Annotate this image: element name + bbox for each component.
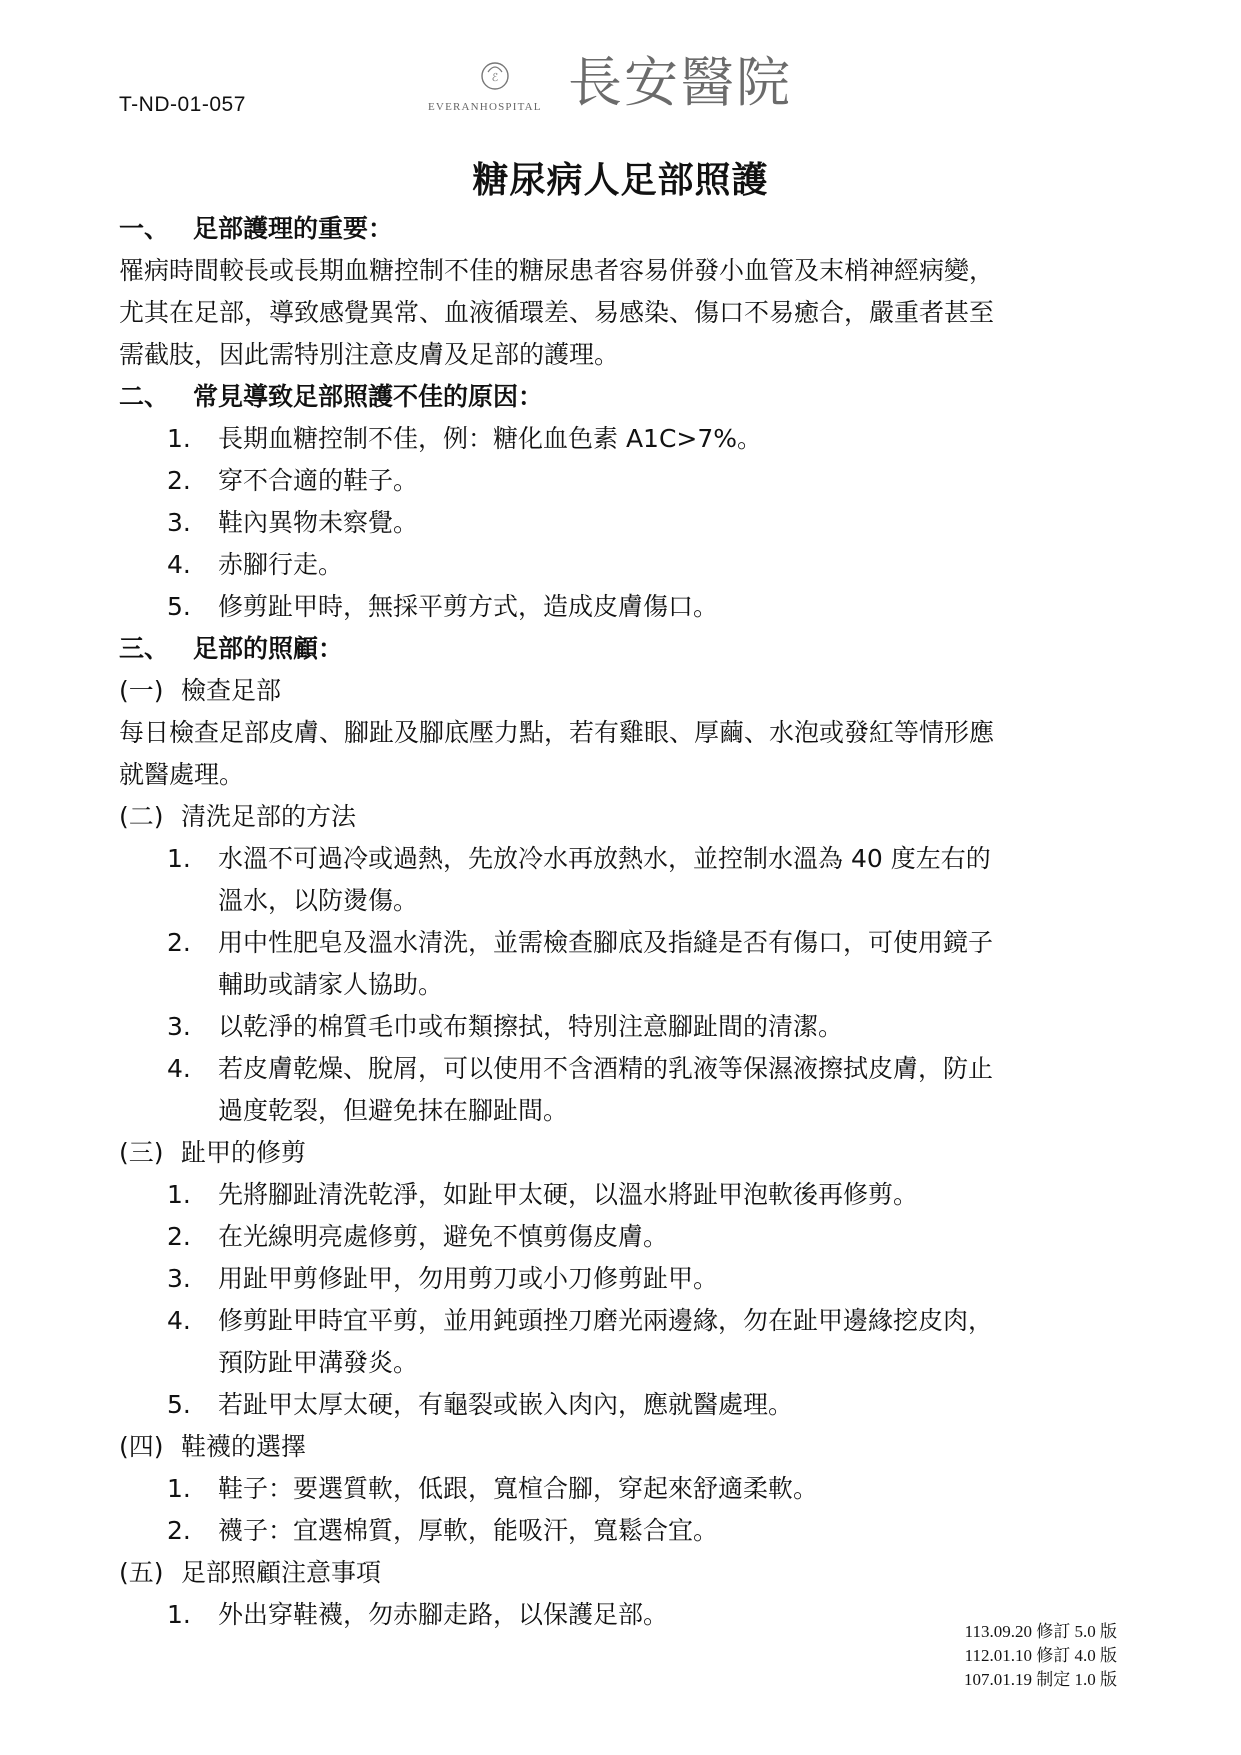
- list-item-number: 1.: [167, 844, 191, 873]
- list-item-number: 1.: [167, 1180, 191, 1209]
- paragraph-line: 就醫處理。: [119, 760, 245, 789]
- revision-line: 107.01.19 制定 1.0 版: [964, 1670, 1117, 1689]
- list-item-number: 2.: [167, 1516, 191, 1545]
- list-item-text: 襪子：宜選棉質，厚軟，能吸汗，寬鬆合宜。: [218, 1516, 719, 1545]
- section-number: 三、: [119, 634, 170, 663]
- list-item: [119, 1006, 1139, 1048]
- list-item-text: 赤腳行走。: [218, 550, 344, 579]
- list-item-text: 若皮膚乾燥、脫屑，可以使用不含酒精的乳液等保濕液擦拭皮膚，防止: [218, 1054, 994, 1083]
- list-item: [119, 1468, 1139, 1510]
- list-item-number: 5.: [167, 592, 191, 621]
- section-title: 常見導致足部照護不佳的原因：: [193, 382, 544, 411]
- subsection-title: 趾甲的修剪: [181, 1138, 307, 1167]
- list-item-text: 預防趾甲溝發炎。: [218, 1348, 419, 1377]
- list-item-text: 長期血糖控制不佳，例：糖化血色素 A1C>7%。: [218, 424, 763, 453]
- list-item-text: 用中性肥皂及溫水清洗，並需檢查腳底及指縫是否有傷口，可使用鏡子: [218, 928, 994, 957]
- list-item-continuation: [119, 880, 1139, 922]
- list-item-text: 溫水，以防燙傷。: [218, 886, 419, 915]
- subsection-title: 足部照顧注意事項: [181, 1558, 382, 1587]
- paragraph-line: 需截肢，因此需特別注意皮膚及足部的護理。: [119, 340, 620, 369]
- list-item-continuation: [119, 1090, 1139, 1132]
- section-number: 二、: [119, 382, 170, 411]
- list-item: [119, 1174, 1139, 1216]
- list-item-text: 修剪趾甲時，無採平剪方式，造成皮膚傷口。: [218, 592, 719, 621]
- section-title: 足部護理的重要：: [193, 214, 394, 243]
- svg-text:ℰ: ℰ: [491, 72, 499, 84]
- list-item-text: 穿不合適的鞋子。: [218, 466, 419, 495]
- subsection-heading: [119, 670, 1139, 712]
- list-item-number: 1.: [167, 1600, 191, 1629]
- subsection-heading: [119, 1132, 1139, 1174]
- page-title: 糖尿病人足部照護: [472, 160, 769, 201]
- list-item: [119, 1510, 1139, 1552]
- subsection-number: (一): [119, 676, 164, 705]
- list-item: [119, 1384, 1139, 1426]
- section-heading: [119, 628, 1139, 670]
- section-title: 足部的照顧：: [193, 634, 344, 663]
- list-item-text: 過度乾裂，但避免抹在腳趾間。: [218, 1096, 569, 1125]
- hospital-logo: [428, 51, 828, 126]
- list-item: [119, 460, 1139, 502]
- list-item-text: 在光線明亮處修剪，避免不慎剪傷皮膚。: [218, 1222, 669, 1251]
- subsection-title: 檢查足部: [181, 676, 282, 705]
- subsection-number: (二): [119, 802, 164, 831]
- subsection-heading: [119, 796, 1139, 838]
- section-number: 一、: [119, 214, 170, 243]
- revision-history: [964, 1620, 1117, 1692]
- list-item-number: 2.: [167, 466, 191, 495]
- list-item-number: 2.: [167, 928, 191, 957]
- list-item-number: 1.: [167, 1474, 191, 1503]
- list-item: [119, 502, 1139, 544]
- list-item-text: 若趾甲太厚太硬，有龜裂或嵌入肉內，應就醫處理。: [218, 1390, 794, 1419]
- list-item-text: 先將腳趾清洗乾淨，如趾甲太硬，以溫水將趾甲泡軟後再修剪。: [218, 1180, 919, 1209]
- list-item-text: 輔助或請家人協助。: [218, 970, 444, 999]
- list-item-text: 鞋子：要選質軟，低跟，寬楦合腳，穿起來舒適柔軟。: [218, 1474, 819, 1503]
- subsection-number: (三): [119, 1138, 164, 1167]
- document-code: T-ND-01-057: [119, 93, 246, 116]
- paragraph-line: 罹病時間較長或長期血糖控制不佳的糖尿患者容易併發小血管及末梢神經病變，: [119, 256, 995, 285]
- logo-chinese-name: 長安醫院: [568, 51, 792, 114]
- list-item-number: 2.: [167, 1222, 191, 1251]
- list-item-number: 1.: [167, 424, 191, 453]
- list-item-continuation: [119, 964, 1139, 1006]
- section-heading: [119, 376, 1139, 418]
- list-item: [119, 544, 1139, 586]
- list-item-text: 修剪趾甲時宜平剪，並用鈍頭挫刀磨光兩邊緣，勿在趾甲邊緣挖皮肉，: [218, 1306, 994, 1335]
- list-item-number: 4.: [167, 1054, 191, 1083]
- paragraph-line: 尤其在足部，導致感覺異常、血液循環差、易感染、傷口不易癒合，嚴重者甚至: [119, 298, 995, 327]
- list-item: [119, 838, 1139, 880]
- document-body: [119, 208, 1139, 1636]
- list-item: [119, 1048, 1139, 1090]
- list-item-number: 4.: [167, 1306, 191, 1335]
- list-item-number: 4.: [167, 550, 191, 579]
- list-item-text: 以乾淨的棉質毛巾或布類擦拭，特別注意腳趾間的清潔。: [218, 1012, 844, 1041]
- paragraph-line: 每日檢查足部皮膚、腳趾及腳底壓力點，若有雞眼、厚繭、水泡或發紅等情形應: [119, 718, 995, 747]
- subsection-title: 鞋襪的選擇: [181, 1432, 307, 1461]
- list-item-number: 5.: [167, 1390, 191, 1419]
- subsection-title: 清洗足部的方法: [181, 802, 357, 831]
- hospital-emblem-icon: [478, 58, 512, 92]
- list-item-text: 鞋內異物未察覺。: [218, 508, 419, 537]
- subsection-number: (四): [119, 1432, 164, 1461]
- section-heading: [119, 208, 1139, 250]
- list-item-text: 水溫不可過冷或過熱，先放冷水再放熱水，並控制水溫為 40 度左右的: [218, 844, 991, 873]
- revision-line: 112.01.10 修訂 4.0 版: [964, 1646, 1117, 1665]
- list-item: [119, 1258, 1139, 1300]
- subsection-heading: [119, 1426, 1139, 1468]
- list-item-number: 3.: [167, 508, 191, 537]
- list-item: [119, 1300, 1139, 1342]
- list-item-number: 3.: [167, 1264, 191, 1293]
- list-item-number: 3.: [167, 1012, 191, 1041]
- list-item-text: 用趾甲剪修趾甲，勿用剪刀或小刀修剪趾甲。: [218, 1264, 719, 1293]
- list-item: [119, 922, 1139, 964]
- logo-english-name: EVERANHOSPITAL: [428, 101, 542, 113]
- list-item-text: 外出穿鞋襪，勿赤腳走路，以保護足部。: [218, 1600, 669, 1629]
- revision-line: 113.09.20 修訂 5.0 版: [964, 1622, 1117, 1641]
- list-item: [119, 1216, 1139, 1258]
- subsection-heading: [119, 1552, 1139, 1594]
- list-item: [119, 418, 1139, 460]
- list-item: [119, 586, 1139, 628]
- list-item-continuation: [119, 1342, 1139, 1384]
- subsection-number: (五): [119, 1558, 164, 1587]
